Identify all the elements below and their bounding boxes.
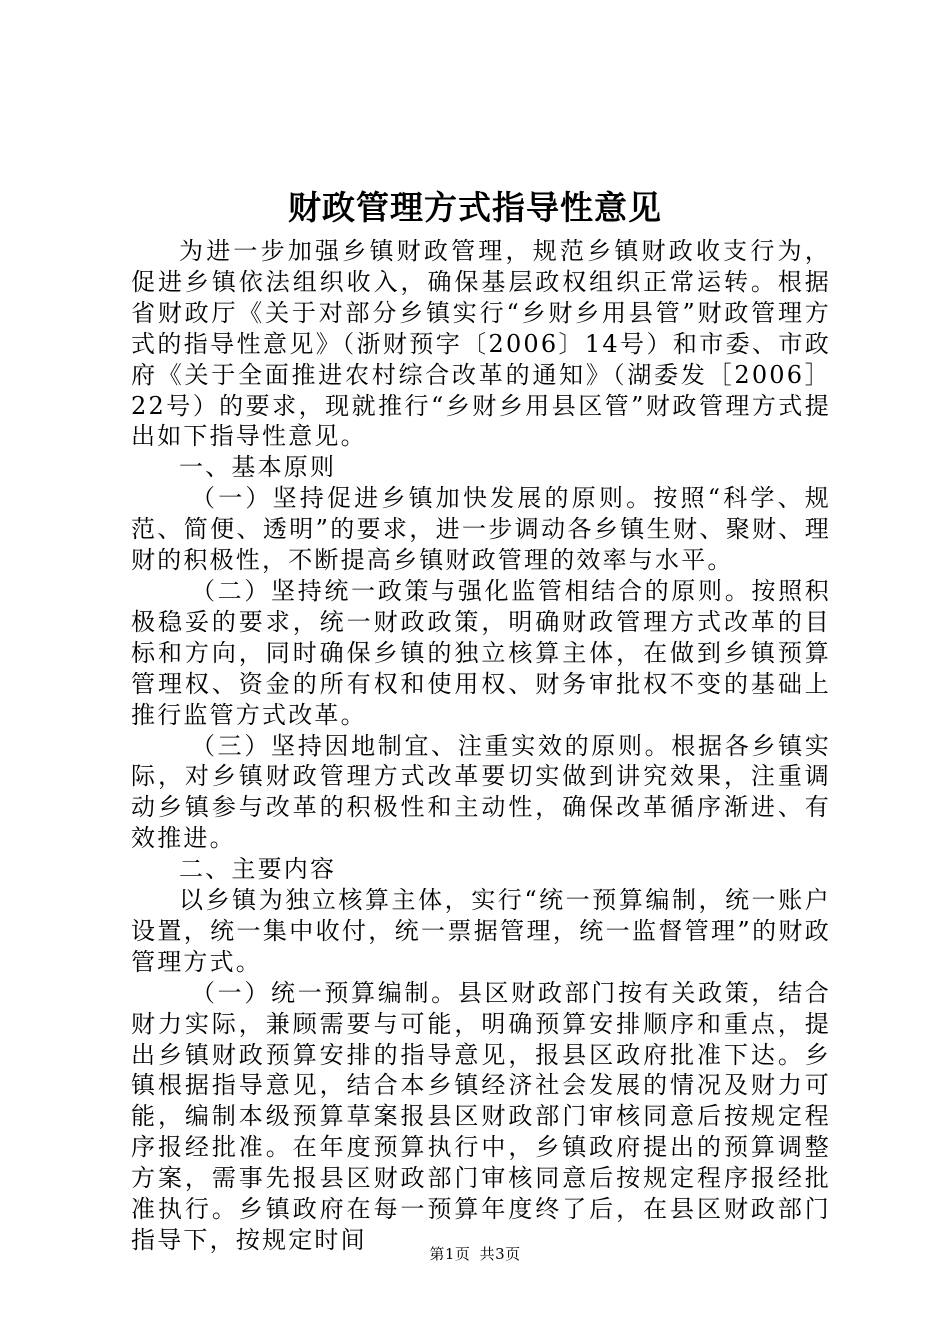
- heading-main-content: 二、主要内容: [179, 855, 337, 884]
- page-total: 共3页: [479, 1245, 521, 1263]
- document-body: [131, 236, 831, 1256]
- paragraph-principle-3: （三）坚持因地制宜、注重实效的原则。根据各乡镇实际，对乡镇财政管理方式改革要切实做到讲究效果，注重调动乡镇参与改革的积极性和主动性，确保改革循序渐进、有效推进。: [131, 731, 831, 853]
- paragraph-intro: 为进一步加强乡镇财政管理，规范乡镇财政收支行为，促进乡镇依法组织收入，确保基层政权组织正常运转。根据省财政厅《关于对部分乡镇实行“乡财乡用县管”财政管理方式的指导性意见》（浙财预字〔2006〕14号）和市委、市政府《关于全面推进农村综合改革的通知》（湖委发［2006］22号）的要求，现就推行“乡财乡用县区管”财政管理方式提出如下指导性意见。: [131, 237, 831, 451]
- paragraph-main-content: 以乡镇为独立核算主体，实行“统一预算编制，统一账户设置，统一集中收付，统一票据管理，统一监督管理”的财政管理方式。: [131, 886, 831, 976]
- page-number: 第1页: [429, 1245, 471, 1263]
- paragraph-budget-unification: （一）统一预算编制。县区财政部门按有关政策，结合财力实际，兼顾需要与可能，明确预算安排顺序和重点，提出乡镇财政预算安排的指导意见，报县区政府批准下达。乡镇根据指导意见，结合本乡镇经济社会发展的情况及财力可能，编制本级预算草案报县区财政部门审核同意后按规定程序报经批准。在年度预算执行中，乡镇政府提出的预算调整方案，需事先报县区财政部门审核同意后按规定程序报经批准执行。乡镇政府在每一预算年度终了后，在县区财政部门指导下，按规定时间: [131, 978, 831, 1254]
- page-footer: [0, 1244, 950, 1264]
- document-title: 财政管理方式指导性意见: [288, 188, 662, 227]
- heading-basic-principles: 一、基本原则: [179, 453, 337, 482]
- paragraph-principle-1: （一）坚持促进乡镇加快发展的原则。按照“科学、规范、简便、透明”的要求，进一步调动各乡镇生财、聚财、理财的积极性，不断提高乡镇财政管理的效率与水平。: [131, 484, 831, 575]
- paragraph-principle-2: （二）坚持统一政策与强化监管相结合的原则。按照积极稳妥的要求，统一财政政策，明确财政管理方式改革的目标和方向，同时确保乡镇的独立核算主体，在做到乡镇预算管理权、资金的所有权和使用权、财务审批权不变的基础上推行监管方式改革。: [131, 576, 831, 729]
